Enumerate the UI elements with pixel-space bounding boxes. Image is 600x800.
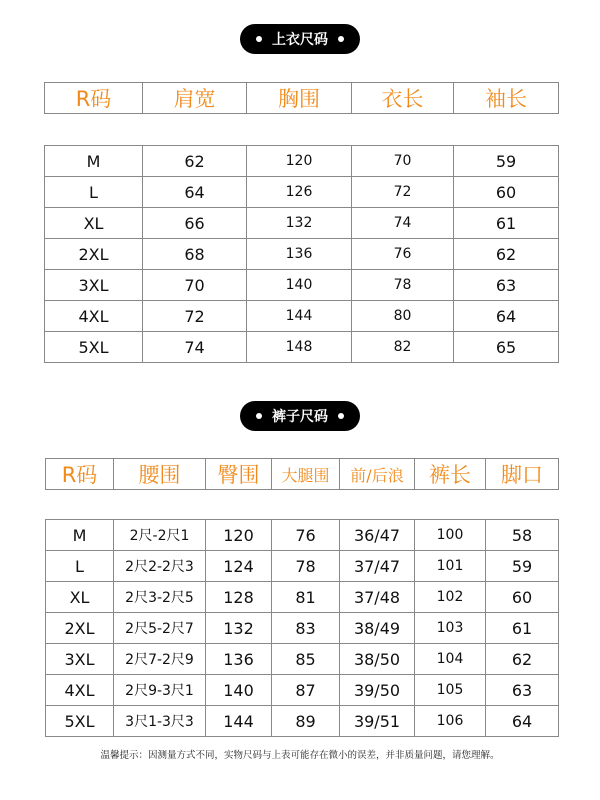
table-cell: 132 <box>206 613 272 644</box>
header-cell: R码 <box>46 459 114 490</box>
table-cell: 62 <box>143 146 247 177</box>
table-cell: 120 <box>247 146 352 177</box>
table-cell: 38/50 <box>340 644 415 675</box>
table-cell: 2尺9-3尺1 <box>114 675 206 706</box>
table-cell: 64 <box>454 301 559 332</box>
pants-size-table <box>45 519 559 737</box>
table-cell: 148 <box>247 332 352 363</box>
tops-title: 上衣尺码 <box>272 32 328 48</box>
table-cell: 39/50 <box>340 675 415 706</box>
table-cell: 3尺1-3尺3 <box>114 706 206 737</box>
table-cell: 59 <box>454 146 559 177</box>
table-row <box>46 675 559 706</box>
table-cell: 87 <box>272 675 340 706</box>
table-cell: 2尺3-2尺5 <box>114 582 206 613</box>
header-cell: 前/后浪 <box>340 459 415 490</box>
table-row <box>45 177 559 208</box>
header-cell: 裤长 <box>415 459 486 490</box>
table-row <box>46 582 559 613</box>
table-cell: 144 <box>247 301 352 332</box>
table-cell: 89 <box>272 706 340 737</box>
table-cell: 65 <box>454 332 559 363</box>
header-cell: 腰围 <box>114 459 206 490</box>
table-cell: 85 <box>272 644 340 675</box>
table-row <box>45 239 559 270</box>
table-row <box>46 644 559 675</box>
header-cell: 袖长 <box>454 83 559 114</box>
table-cell: 144 <box>206 706 272 737</box>
table-cell: 70 <box>352 146 454 177</box>
header-cell: 臀围 <box>206 459 272 490</box>
table-row <box>46 706 559 737</box>
table-cell: 120 <box>206 520 272 551</box>
table-cell: 38/49 <box>340 613 415 644</box>
table-cell: 128 <box>206 582 272 613</box>
table-cell: 2尺-2尺1 <box>114 520 206 551</box>
size-cell: 5XL <box>45 332 143 363</box>
table-cell: 136 <box>247 239 352 270</box>
header-cell: 肩宽 <box>143 83 247 114</box>
size-cell: 4XL <box>45 301 143 332</box>
tops-title-pill <box>240 24 360 54</box>
bullet-dot-icon <box>256 36 262 42</box>
size-cell: 4XL <box>46 675 114 706</box>
pants-title: 裤子尺码 <box>272 409 328 425</box>
header-cell: 大腿围 <box>272 459 340 490</box>
table-cell: 78 <box>352 270 454 301</box>
bullet-dot-icon <box>256 413 262 419</box>
table-cell: 72 <box>352 177 454 208</box>
table-cell: 58 <box>486 520 559 551</box>
table-cell: 101 <box>415 551 486 582</box>
table-cell: 126 <box>247 177 352 208</box>
table-row <box>46 520 559 551</box>
table-cell: 2尺7-2尺9 <box>114 644 206 675</box>
table-cell: 39/51 <box>340 706 415 737</box>
table-cell: 36/47 <box>340 520 415 551</box>
tops-size-table <box>44 145 559 363</box>
table-cell: 100 <box>415 520 486 551</box>
header-cell: 胸围 <box>247 83 352 114</box>
header-cell: 脚口 <box>486 459 559 490</box>
table-cell: 106 <box>415 706 486 737</box>
table-row <box>46 613 559 644</box>
table-cell: 102 <box>415 582 486 613</box>
pants-title-pill <box>240 401 360 431</box>
table-cell: 81 <box>272 582 340 613</box>
table-cell: 80 <box>352 301 454 332</box>
table-cell: 74 <box>352 208 454 239</box>
table-cell: 66 <box>143 208 247 239</box>
table-cell: 70 <box>143 270 247 301</box>
table-cell: 62 <box>454 239 559 270</box>
table-cell: 76 <box>352 239 454 270</box>
table-row <box>45 208 559 239</box>
tops-header-row <box>45 83 559 114</box>
table-cell: 103 <box>415 613 486 644</box>
size-cell: XL <box>46 582 114 613</box>
table-row <box>45 270 559 301</box>
table-cell: 105 <box>415 675 486 706</box>
header-cell: R码 <box>45 83 143 114</box>
table-cell: 63 <box>454 270 559 301</box>
table-cell: 63 <box>486 675 559 706</box>
table-cell: 60 <box>486 582 559 613</box>
size-cell: 2XL <box>46 613 114 644</box>
table-row <box>45 301 559 332</box>
bullet-dot-icon <box>338 36 344 42</box>
size-cell: M <box>45 146 143 177</box>
size-cell: L <box>46 551 114 582</box>
table-row <box>46 551 559 582</box>
table-row <box>45 146 559 177</box>
footnote: 温馨提示：因测量方式不同，实物尺码与上表可能存在微小的误差，并非质量问题，请您理解。 <box>100 750 500 761</box>
table-cell: 132 <box>247 208 352 239</box>
size-cell: 2XL <box>45 239 143 270</box>
size-cell: L <box>45 177 143 208</box>
table-cell: 37/48 <box>340 582 415 613</box>
table-row <box>45 332 559 363</box>
tops-header-table <box>44 82 559 114</box>
table-cell: 82 <box>352 332 454 363</box>
table-cell: 60 <box>454 177 559 208</box>
table-cell: 83 <box>272 613 340 644</box>
table-cell: 78 <box>272 551 340 582</box>
table-cell: 61 <box>486 613 559 644</box>
table-cell: 74 <box>143 332 247 363</box>
table-cell: 59 <box>486 551 559 582</box>
table-cell: 76 <box>272 520 340 551</box>
size-cell: XL <box>45 208 143 239</box>
pants-header-row <box>46 459 559 490</box>
table-cell: 136 <box>206 644 272 675</box>
pants-header-table <box>45 458 559 490</box>
table-cell: 2尺2-2尺3 <box>114 551 206 582</box>
table-cell: 124 <box>206 551 272 582</box>
table-cell: 64 <box>143 177 247 208</box>
table-cell: 72 <box>143 301 247 332</box>
table-cell: 64 <box>486 706 559 737</box>
size-cell: 5XL <box>46 706 114 737</box>
table-cell: 2尺5-2尺7 <box>114 613 206 644</box>
table-cell: 62 <box>486 644 559 675</box>
table-cell: 61 <box>454 208 559 239</box>
table-cell: 104 <box>415 644 486 675</box>
header-cell: 衣长 <box>352 83 454 114</box>
bullet-dot-icon <box>338 413 344 419</box>
size-cell: 3XL <box>45 270 143 301</box>
table-cell: 140 <box>206 675 272 706</box>
table-cell: 37/47 <box>340 551 415 582</box>
size-cell: 3XL <box>46 644 114 675</box>
table-cell: 68 <box>143 239 247 270</box>
size-cell: M <box>46 520 114 551</box>
table-cell: 140 <box>247 270 352 301</box>
